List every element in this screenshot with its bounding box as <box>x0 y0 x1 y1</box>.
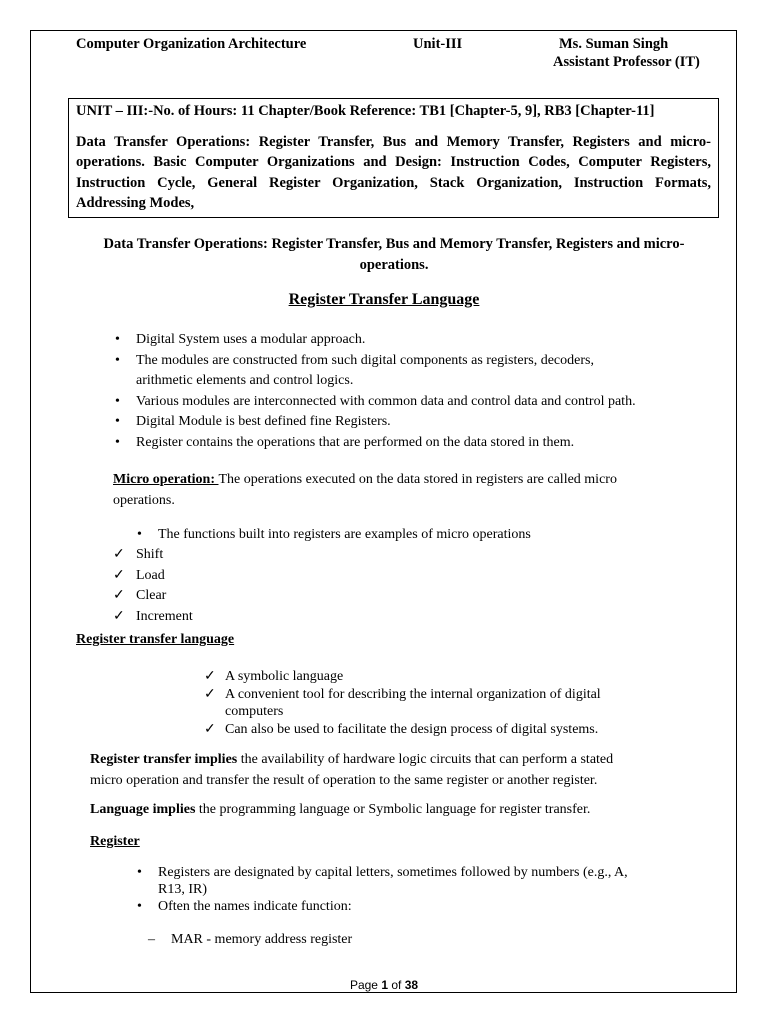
list-item-continuation: arithmetic elements and control logics. <box>136 373 354 388</box>
list-item: • Various modules are interconnected with common data and control data and control path. <box>115 392 636 413</box>
check-item: ✓ Shift <box>113 545 193 566</box>
bullet-icon: • <box>115 332 120 347</box>
bullet-icon: • <box>115 393 120 409</box>
check-icon: ✓ <box>113 608 125 624</box>
rt-implies-label: Register transfer implies <box>90 752 238 767</box>
unit-topics: Data Transfer Operations: Register Transfer, Bus and Memory Transfer, Registers and micro-operations. Basic Computer Organizations and Design: Instruction Codes, Computer Registers, Instruction Cycle, General Register Organization, Stack Organization, Instruction Formats, Addressing Modes, <box>76 133 711 211</box>
bullet-icon: • <box>115 352 120 368</box>
check-item: ✓ Load <box>113 566 193 587</box>
bullet-icon: • <box>137 865 142 880</box>
list-item: • The functions built into registers are examples of micro operations <box>137 525 531 546</box>
page-total: 38 <box>404 978 419 992</box>
rt-implies-paragraph: Register transfer implies the availability of hardware logic circuits that can perform a stated micro operation and transfer the result of operation to the same register or another register. <box>90 752 614 788</box>
bullet-icon: • <box>137 899 142 914</box>
micro-op-label: Micro operation: <box>113 472 219 487</box>
unit-reference: UNIT – III:-No. of Hours: 11 Chapter/Book Reference: TB1 [Chapter-5, 9], RB3 [Chapter-11] <box>76 103 655 119</box>
check-item: ✓ A convenient tool for describing the internal organization of digital <box>204 686 601 702</box>
unit-summary-box <box>68 98 719 218</box>
check-icon: ✓ <box>113 588 125 603</box>
list-item: • Digital System uses a modular approach. <box>115 330 636 351</box>
check-item: ✓ Increment <box>113 607 193 628</box>
list-item: • The modules are constructed from such digital components as registers, decoders, <box>115 351 636 372</box>
register-heading: Register <box>90 834 140 849</box>
section-heading <box>60 234 728 276</box>
header-unit: Unit-III <box>413 36 463 52</box>
list-item: • Often the names indicate function: <box>137 899 352 914</box>
dash-icon: – <box>148 932 155 947</box>
lang-implies-label: Language implies <box>90 802 196 817</box>
check-item: ✓ A symbolic language <box>204 669 344 684</box>
micro-op-checklist <box>113 545 193 627</box>
check-item: ✓ Can also be used to facilitate the design process of digital systems. <box>204 721 599 737</box>
header-course: Computer Organization Architecture <box>76 36 307 52</box>
dash-item: – MAR - memory address register <box>148 930 352 951</box>
list-item: • Register contains the operations that are performed on the data stored in them. <box>115 433 636 454</box>
check-icon: ✓ <box>113 567 125 583</box>
check-icon: ✓ <box>113 547 125 562</box>
check-icon: ✓ <box>204 686 216 702</box>
page-footer: Page 1 of 38 <box>349 978 419 992</box>
bullet-icon: • <box>137 527 142 542</box>
check-item: ✓ Clear <box>113 586 193 607</box>
header-author: Ms. Suman Singh <box>559 36 669 52</box>
rtl-title: Register Transfer Language <box>288 291 480 308</box>
page-number: 1 <box>381 978 388 992</box>
check-item-continuation: computers <box>225 704 284 719</box>
check-icon: ✓ <box>204 721 216 737</box>
rtl-subheading: Register transfer language <box>76 632 235 647</box>
list-item: • Digital Module is best defined fine Registers. <box>115 412 636 433</box>
lang-implies-paragraph: Language implies the programming language or Symbolic language for register transfer. <box>90 802 591 817</box>
bullet-icon: • <box>115 434 120 450</box>
section-heading-line2: operations. <box>359 257 429 273</box>
intro-bullets <box>115 330 636 453</box>
check-icon: ✓ <box>204 669 216 684</box>
rtl-checklist <box>204 668 601 738</box>
register-bullets <box>137 864 628 915</box>
bullet-icon: • <box>115 414 120 429</box>
list-item-continuation: R13, IR) <box>158 882 207 897</box>
micro-op-definition: Micro operation: The operations executed on the data stored in registers are called micro operations. <box>113 472 617 508</box>
header-designation: Assistant Professor (IT) <box>553 54 700 70</box>
list-item: • Registers are designated by capital letters, sometimes followed by numbers (e.g., A, <box>137 865 628 880</box>
section-heading-line1: Data Transfer Operations: Register Transfer, Bus and Memory Transfer, Registers and micro- <box>103 236 685 252</box>
